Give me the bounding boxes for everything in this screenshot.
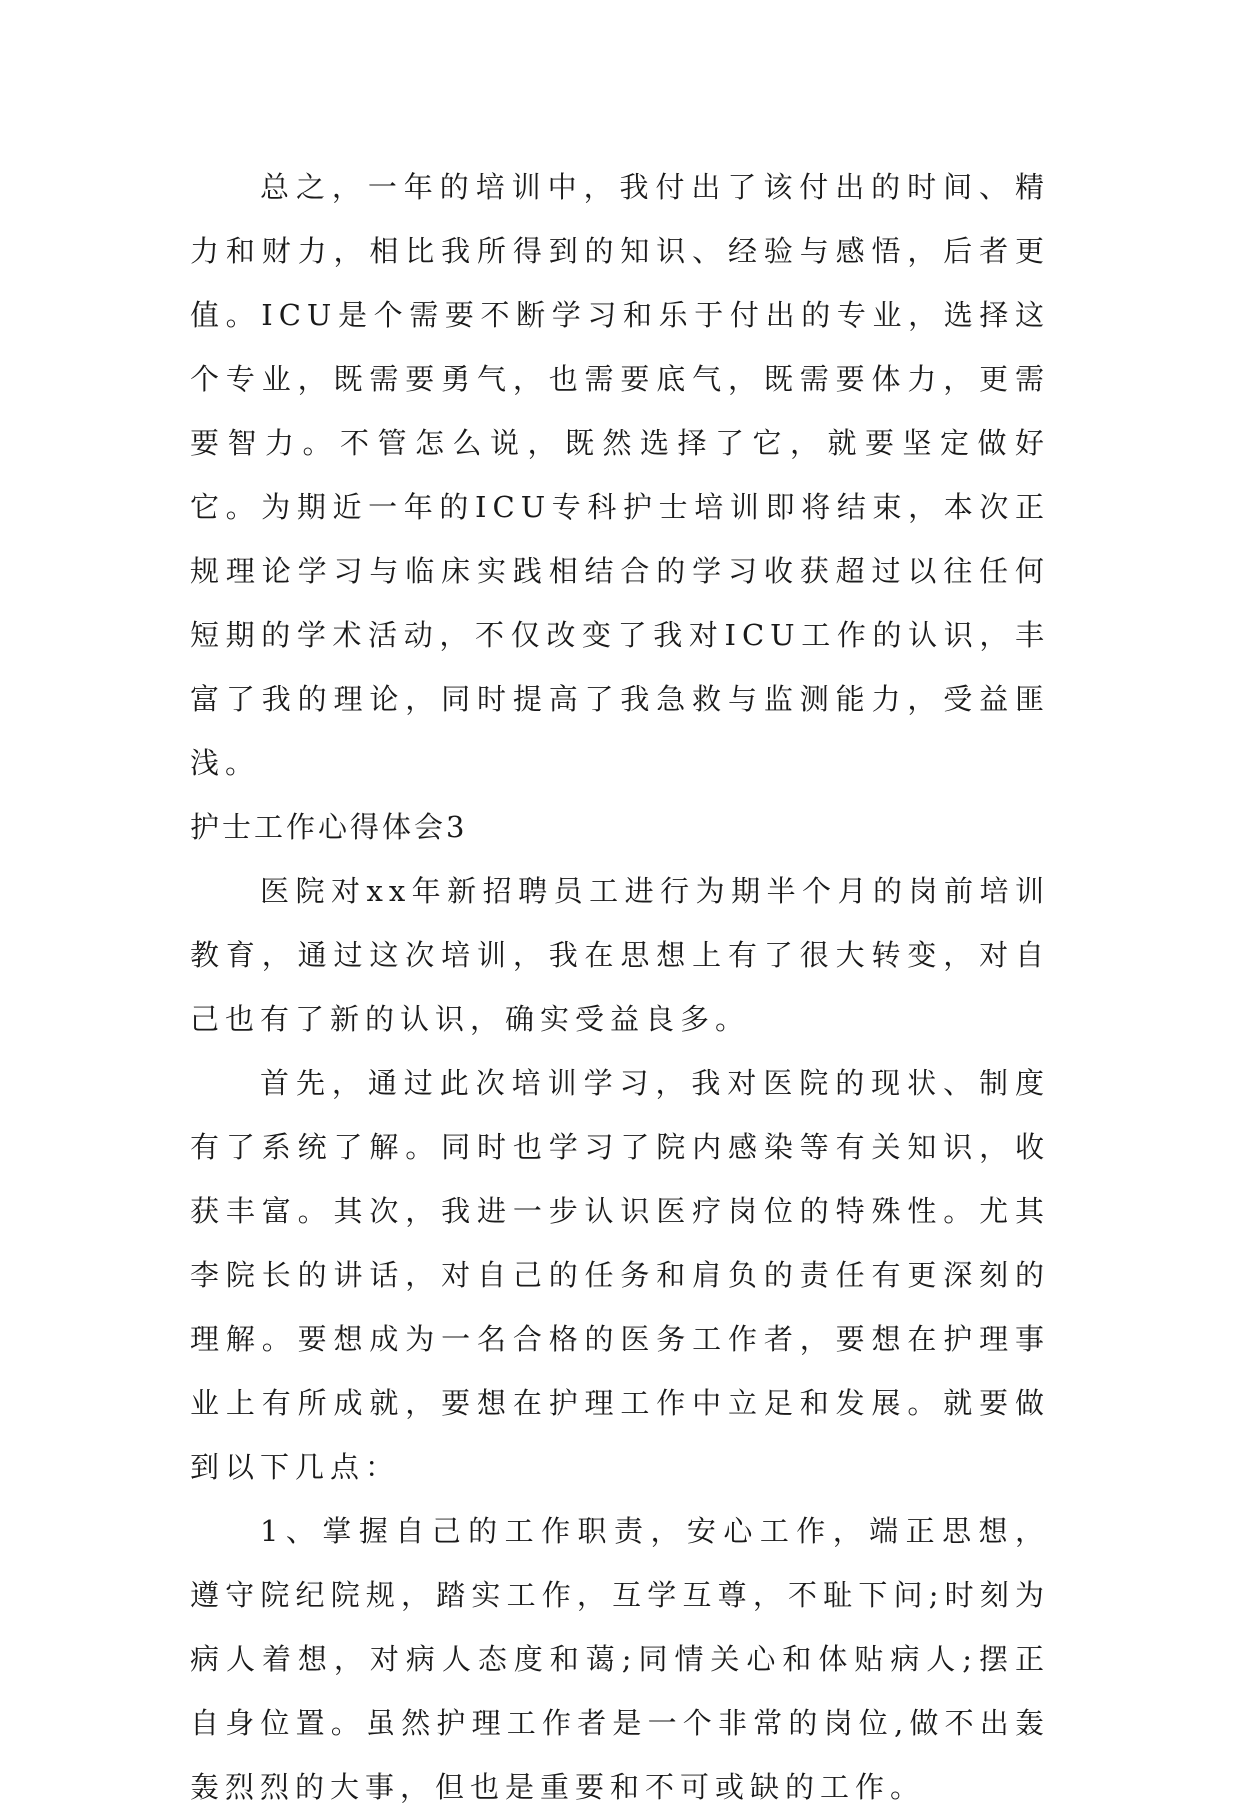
paragraph-summary: 总之，一年的培训中，我付出了该付出的时间、精力和财力，相比我所得到的知识、经验与感悟，后者更值。ICU是个需要不断学习和乐于付出的专业，选择这个专业，既需要勇气，也需要底气，既需要体力，更需要智力。不管怎么说，既然选择了它，就要坚定做好它。为期近一年的ICU专科护士培训即将结束，本次正规理论学习与临床实践相结合的学习收获超过以往任何短期的学术活动，不仅改变了我对ICU工作的认识，丰富了我的理论，同时提高了我急救与监测能力，受益匪浅。 — [190, 170, 1050, 780]
document-body — [190, 155, 1050, 1819]
section-heading: 护士工作心得体会3 — [190, 810, 468, 844]
paragraph-point-1: 1、掌握自己的工作职责，安心工作，端正思想，遵守院纪院规，踏实工作，互学互尊，不耻下问;时刻为病人着想，对病人态度和蔼;同情关心和体贴病人;摆正自身位置。虽然护理工作者是一个非常的岗位,做不出轰轰烈烈的大事，但也是重要和不可或缺的工作。 — [190, 1514, 1050, 1804]
paragraph-first: 首先，通过此次培训学习，我对医院的现状、制度有了系统了解。同时也学习了院内感染等有关知识，收获丰富。其次，我进一步认识医疗岗位的特殊性。尤其李院长的讲话，对自己的任务和肩负的责任有更深刻的理解。要想成为一名合格的医务工作者，要想在护理事业上有所成就，要想在护理工作中立足和发展。就要做到以下几点： — [190, 1066, 1050, 1484]
paragraph-intro: 医院对xx年新招聘员工进行为期半个月的岗前培训教育，通过这次培训，我在思想上有了很大转变，对自己也有了新的认识，确实受益良多。 — [190, 874, 1050, 1036]
